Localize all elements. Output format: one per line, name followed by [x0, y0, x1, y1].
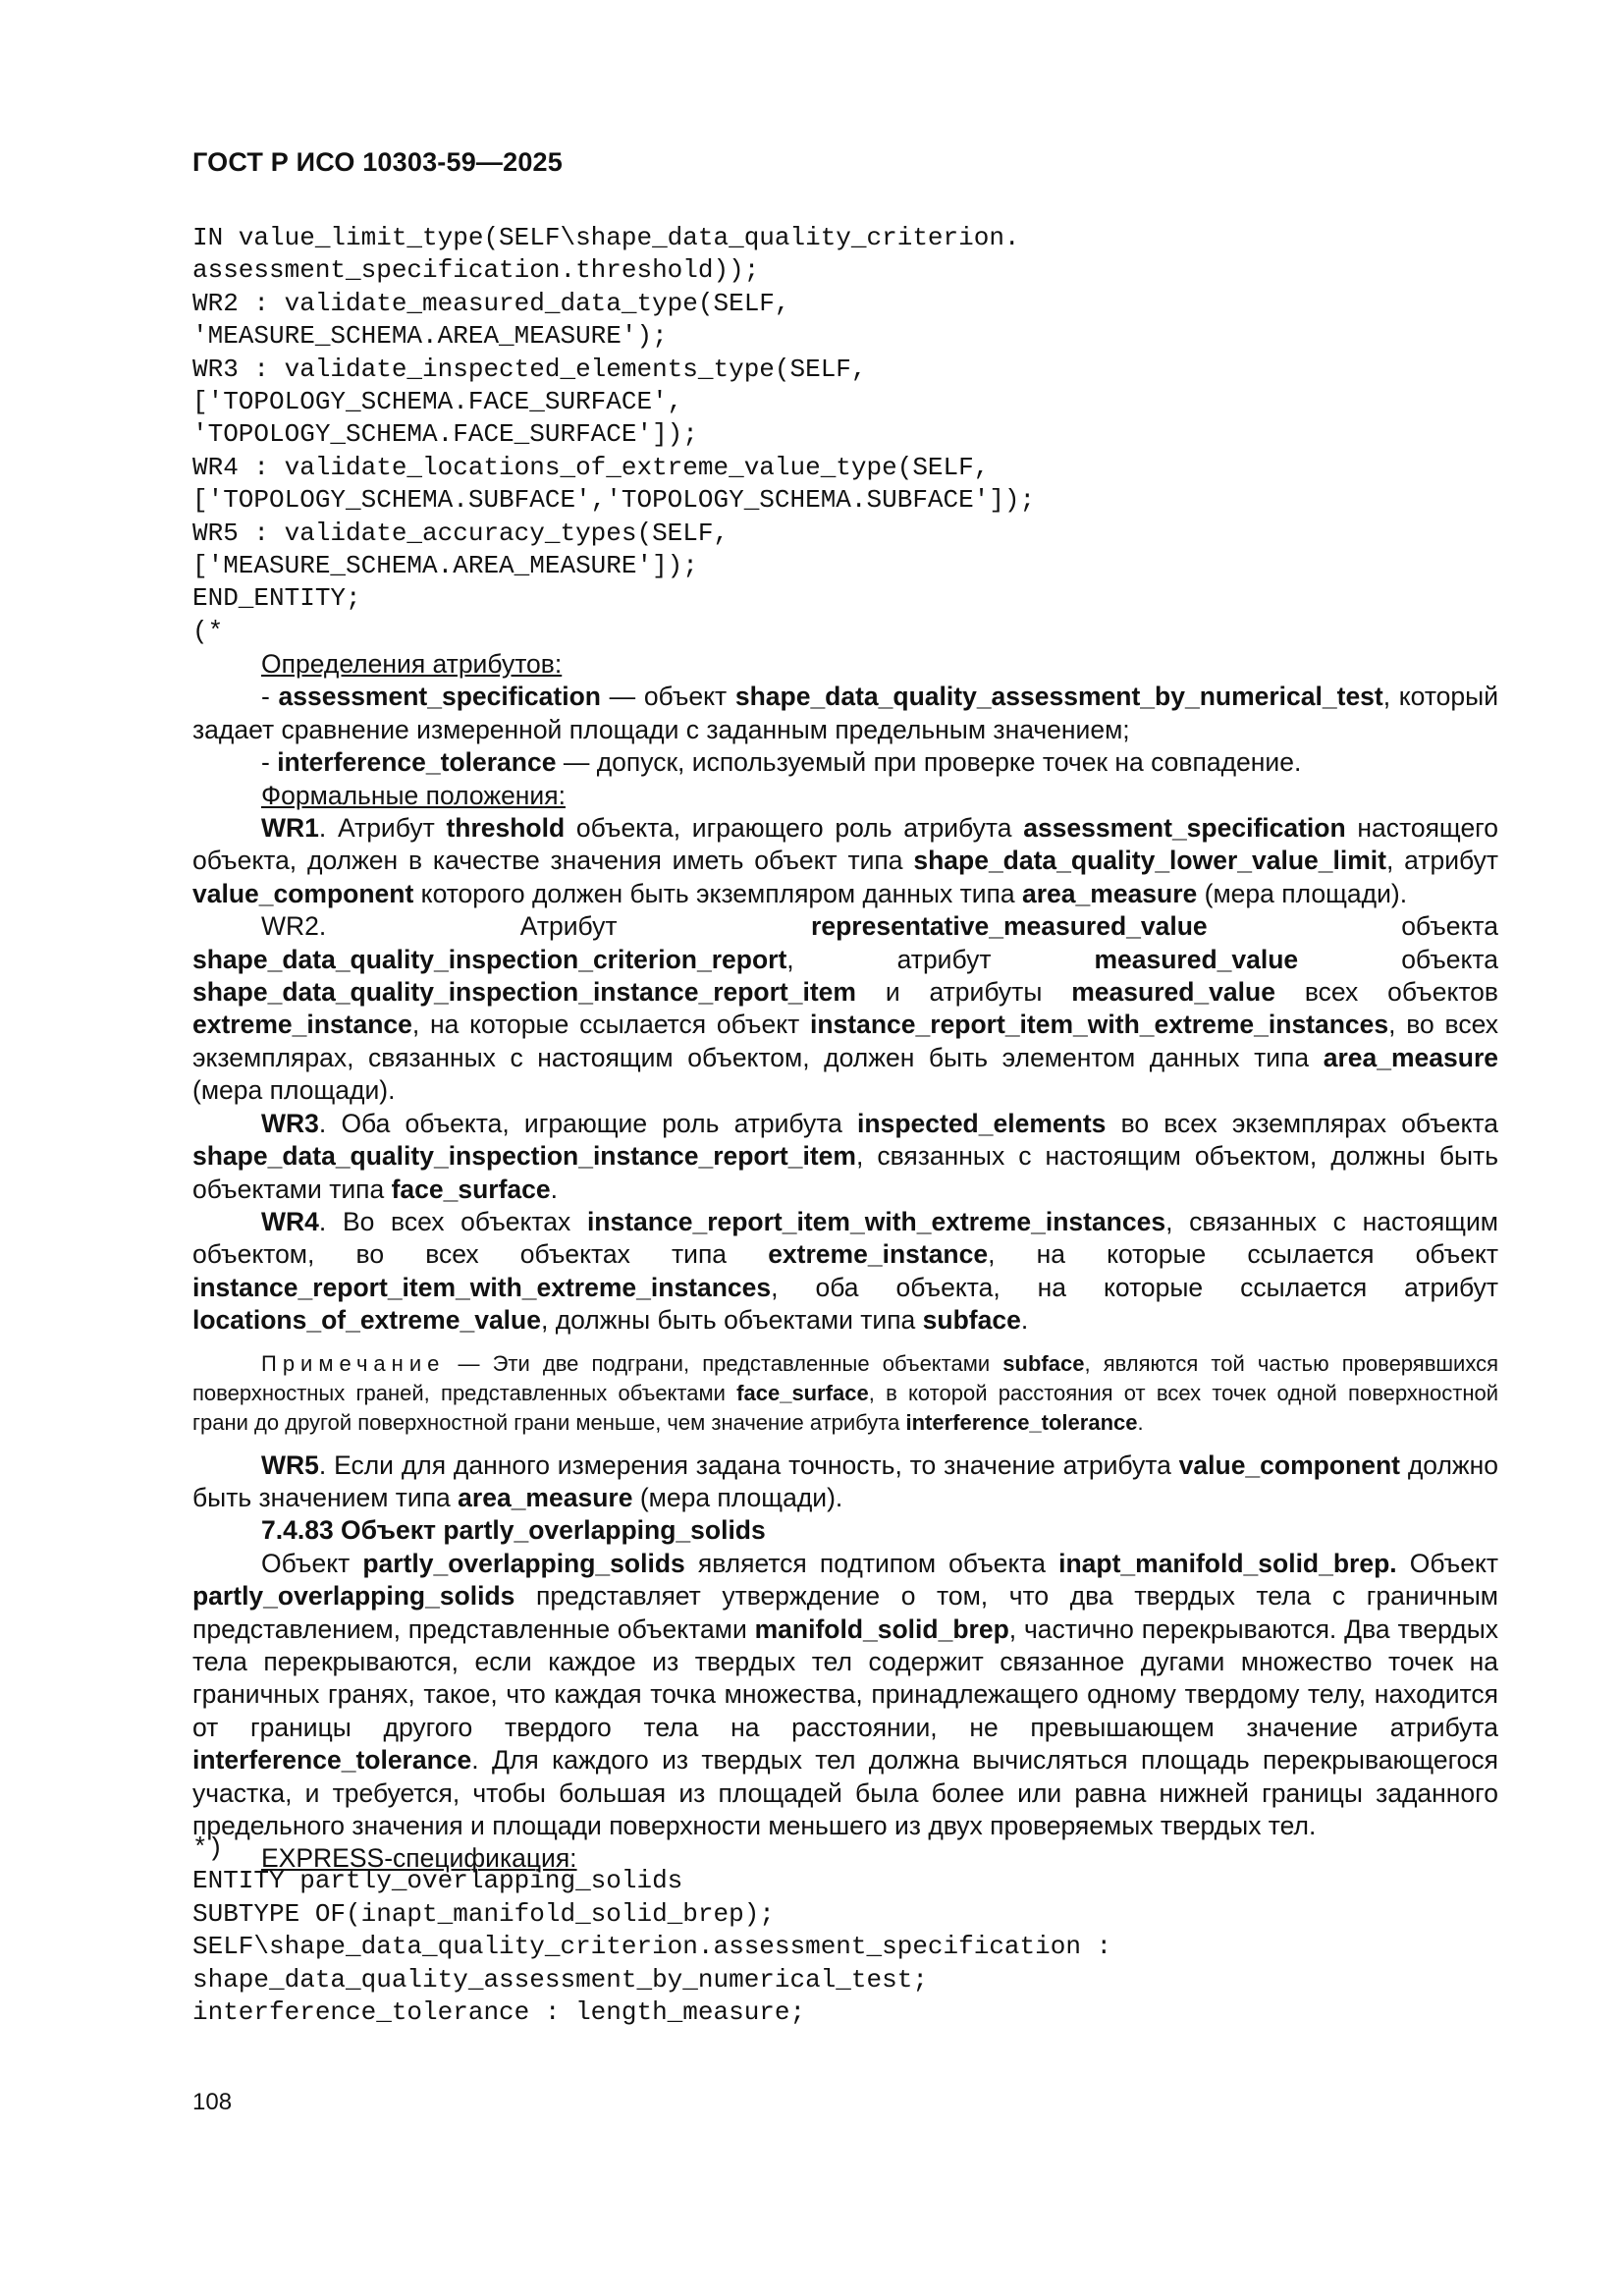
- text: — допуск, используемый при проверке точек на совпадение.: [556, 747, 1302, 778]
- code-line: WR3 : validate_inspected_elements_type(SELF,: [192, 354, 867, 384]
- text: во всех экземплярах объекта: [1106, 1108, 1498, 1138]
- attribute-name: assessment_specification: [278, 682, 601, 712]
- term: value_component: [192, 878, 414, 908]
- rule-wr2: [192, 910, 1498, 1107]
- formal-heading: [192, 780, 1498, 812]
- text: , оба объекта, на которые ссылается атрибут: [771, 1272, 1498, 1302]
- text: .: [1020, 1305, 1029, 1336]
- text: . Атрибут: [318, 813, 447, 844]
- text: . Оба объекта, играющие роль атрибута: [318, 1108, 858, 1138]
- dash: -: [261, 747, 278, 778]
- text: объекта: [1298, 944, 1498, 974]
- term: instance_report_item_with_extreme_instances: [586, 1206, 1166, 1236]
- note: [192, 1349, 1498, 1438]
- rule-wr3: [192, 1108, 1498, 1206]
- rule-label: WR4: [261, 1206, 319, 1236]
- text: , связанных с настоящим объектом, должны быть объектами типа: [192, 1141, 1498, 1204]
- text: является подтипом объекта: [684, 1548, 1059, 1578]
- code-line: shape_data_quality_assessment_by_numerical_test;: [192, 1964, 928, 1995]
- text: , связанных с настоящим объектом, во всех объектах типа: [192, 1206, 1498, 1270]
- rule-label: WR2.: [261, 911, 327, 942]
- term: extreme_instance: [768, 1239, 989, 1270]
- section-body: [192, 1548, 1498, 1843]
- rule-label: WR5: [261, 1449, 319, 1480]
- text: , на которые ссылается объект: [411, 1010, 810, 1040]
- express-heading-text: EXPRESS-спецификация:: [261, 1843, 577, 1874]
- text: . Для каждого из твердых тел должна вычисляться площадь перекрывающегося участка, и требуется, чтобы большая из площадей была более или равна нижней границы заданного предельного значения и площади поверхности меньшего из двух проверяемых твердых тел.: [192, 1745, 1498, 1840]
- rule-label: WR3: [261, 1108, 319, 1138]
- code-line: (*: [192, 616, 224, 646]
- term: area_measure: [1022, 878, 1198, 908]
- rule-wr1: [192, 812, 1498, 910]
- text: должно быть значением типа: [192, 1449, 1499, 1512]
- term: area_measure: [458, 1482, 633, 1512]
- code-line: WR4 : validate_locations_of_extreme_value_type(SELF,: [192, 452, 990, 482]
- text: и атрибуты: [855, 977, 1072, 1008]
- text: , который задает сравнение измеренной площади с заданным предельным значением;: [192, 682, 1498, 744]
- text: , частично перекрываются. Два твердых тела перекрываются, если каждое из твердых тел содержит связанное дугами множество точек на граничных гранях, такое, что каждая точка множества, принадлежащего одному твердому телу, находится от границы другого твердого тела на расстоянии, не превышающем значение атрибута: [192, 1613, 1499, 1742]
- code-line: assessment_specification.threshold));: [192, 255, 760, 286]
- term: interference_tolerance: [192, 1745, 472, 1776]
- note-label: Примечание: [261, 1350, 446, 1376]
- code-line: ENTITY partly_overlapping_solids: [192, 1866, 683, 1896]
- text: .: [1137, 1409, 1144, 1435]
- text: настоящего объекта, должен в качестве значения иметь объект типа: [192, 813, 1498, 876]
- page-number: 108: [192, 2089, 233, 2115]
- code-line: *): [192, 1833, 224, 1863]
- term: face_surface: [391, 1174, 551, 1204]
- code-line: SELF\shape_data_quality_criterion.assessment_specification :: [192, 1932, 1112, 1962]
- term: subface: [1002, 1350, 1085, 1376]
- term: shape_data_quality_inspection_criterion_report: [192, 944, 787, 974]
- text: , в которой расстояния от всех точек одной поверхностной грани до другой поверхностной грани меньше, чем значение атрибута: [192, 1380, 1498, 1435]
- term: instance_report_item_with_extreme_instances: [192, 1272, 772, 1302]
- text: представляет утверждение о том, что два твердых тела с граничным представлением, представленные объектами: [192, 1581, 1498, 1644]
- term: inspected_elements: [857, 1108, 1107, 1138]
- term: partly_overlapping_solids: [362, 1548, 685, 1578]
- term: measured_value: [1071, 977, 1275, 1008]
- term: shape_data_quality_inspection_instance_report_item: [192, 1141, 856, 1172]
- attributes-heading: [192, 648, 1498, 681]
- formal-heading-text: Формальные положения:: [261, 780, 566, 810]
- attributes-section: [192, 648, 1498, 1876]
- term: shape_data_quality_inspection_instance_report_item: [192, 977, 856, 1008]
- term: assessment_specification: [1023, 813, 1346, 844]
- term: locations_of_extreme_value: [192, 1305, 541, 1336]
- term: extreme_instance: [192, 1010, 412, 1040]
- code-line: interference_tolerance : length_measure;: [192, 1996, 806, 2027]
- code-line: ['MEASURE_SCHEMA.AREA_MEASURE']);: [192, 550, 698, 580]
- code-line: 'TOPOLOGY_SCHEMA.FACE_SURFACE']);: [192, 419, 698, 450]
- term: interference_tolerance: [905, 1409, 1138, 1435]
- code-line: WR2 : validate_measured_data_type(SELF,: [192, 288, 790, 318]
- term: inapt_manifold_solid_brep.: [1058, 1548, 1397, 1578]
- standard-header: ГОСТ Р ИСО 10303-59—2025: [192, 147, 563, 177]
- text: — Эти две подграни, представленные объектами: [445, 1350, 1003, 1376]
- attribute-interference-tolerance: [192, 746, 1498, 779]
- rule-wr4: [192, 1206, 1498, 1338]
- express-code-top: [192, 222, 1035, 648]
- text: . Если для данного измерения задана точность, то значение атрибута: [318, 1449, 1179, 1480]
- text: которого должен быть экземпляром данных типа: [413, 878, 1022, 908]
- text: , являются той частью проверявшихся поверхностных граней, представленных объектами: [192, 1350, 1499, 1405]
- entity-ref: shape_data_quality_assessment_by_numerical_test: [734, 682, 1383, 712]
- term: area_measure: [1323, 1042, 1498, 1072]
- term: partly_overlapping_solids: [192, 1581, 515, 1612]
- term: value_component: [1178, 1449, 1400, 1480]
- text: объекта, играющего роль атрибута: [565, 813, 1024, 844]
- attribute-name: interference_tolerance: [277, 747, 557, 778]
- text: Атрибут: [326, 911, 812, 942]
- term: threshold: [446, 813, 566, 844]
- term: manifold_solid_brep: [754, 1613, 1009, 1644]
- dash: -: [261, 682, 279, 712]
- rule-label: WR1: [261, 813, 319, 844]
- text: (мера площади).: [1197, 878, 1408, 908]
- code-line: END_ENTITY;: [192, 583, 361, 614]
- code-line: WR5 : validate_accuracy_types(SELF,: [192, 518, 730, 548]
- express-code-bottom: [192, 1832, 1111, 2029]
- rule-wr5: [192, 1449, 1498, 1515]
- term: instance_report_item_with_extreme_instances: [810, 1010, 1389, 1040]
- text: Объект: [261, 1548, 363, 1578]
- code-line: 'MEASURE_SCHEMA.AREA_MEASURE');: [192, 321, 668, 352]
- term: measured_value: [1094, 944, 1299, 974]
- text: . Во всех объектах: [318, 1206, 587, 1236]
- term: subface: [922, 1305, 1021, 1336]
- code-line: ['TOPOLOGY_SCHEMA.FACE_SURFACE',: [192, 386, 683, 416]
- section-heading: 7.4.83 Объект partly_overlapping_solids: [261, 1515, 766, 1546]
- term: face_surface: [736, 1380, 869, 1405]
- text: , во всех экземплярах, связанных с настоящим объектом, должен быть элементом данных типа: [192, 1010, 1498, 1072]
- text: всех объектов: [1274, 977, 1498, 1008]
- attribute-assessment-specification: [192, 681, 1498, 746]
- text: — объект: [600, 682, 735, 712]
- code-line: ['TOPOLOGY_SCHEMA.SUBFACE','TOPOLOGY_SCHEMA.SUBFACE']);: [192, 485, 1036, 516]
- text: , на которые ссылается объект: [988, 1239, 1498, 1270]
- text: , должны быть объектами типа: [540, 1305, 923, 1336]
- term: shape_data_quality_lower_value_limit: [913, 846, 1386, 876]
- text: объекта: [1207, 911, 1498, 942]
- code-line: SUBTYPE OF(inapt_manifold_solid_brep);: [192, 1898, 775, 1929]
- term: representative_measured_value: [811, 911, 1208, 942]
- text: .: [550, 1174, 559, 1204]
- text: Объект: [1396, 1548, 1498, 1578]
- code-line: IN value_limit_type(SELF\shape_data_quality_criterion.: [192, 223, 1020, 252]
- text: , атрибут: [1385, 846, 1498, 876]
- text: , атрибут: [786, 944, 1095, 974]
- text: (мера площади).: [632, 1482, 843, 1512]
- attributes-heading-text: Определения атрибутов:: [261, 649, 563, 679]
- text: (мера площади).: [192, 1075, 396, 1106]
